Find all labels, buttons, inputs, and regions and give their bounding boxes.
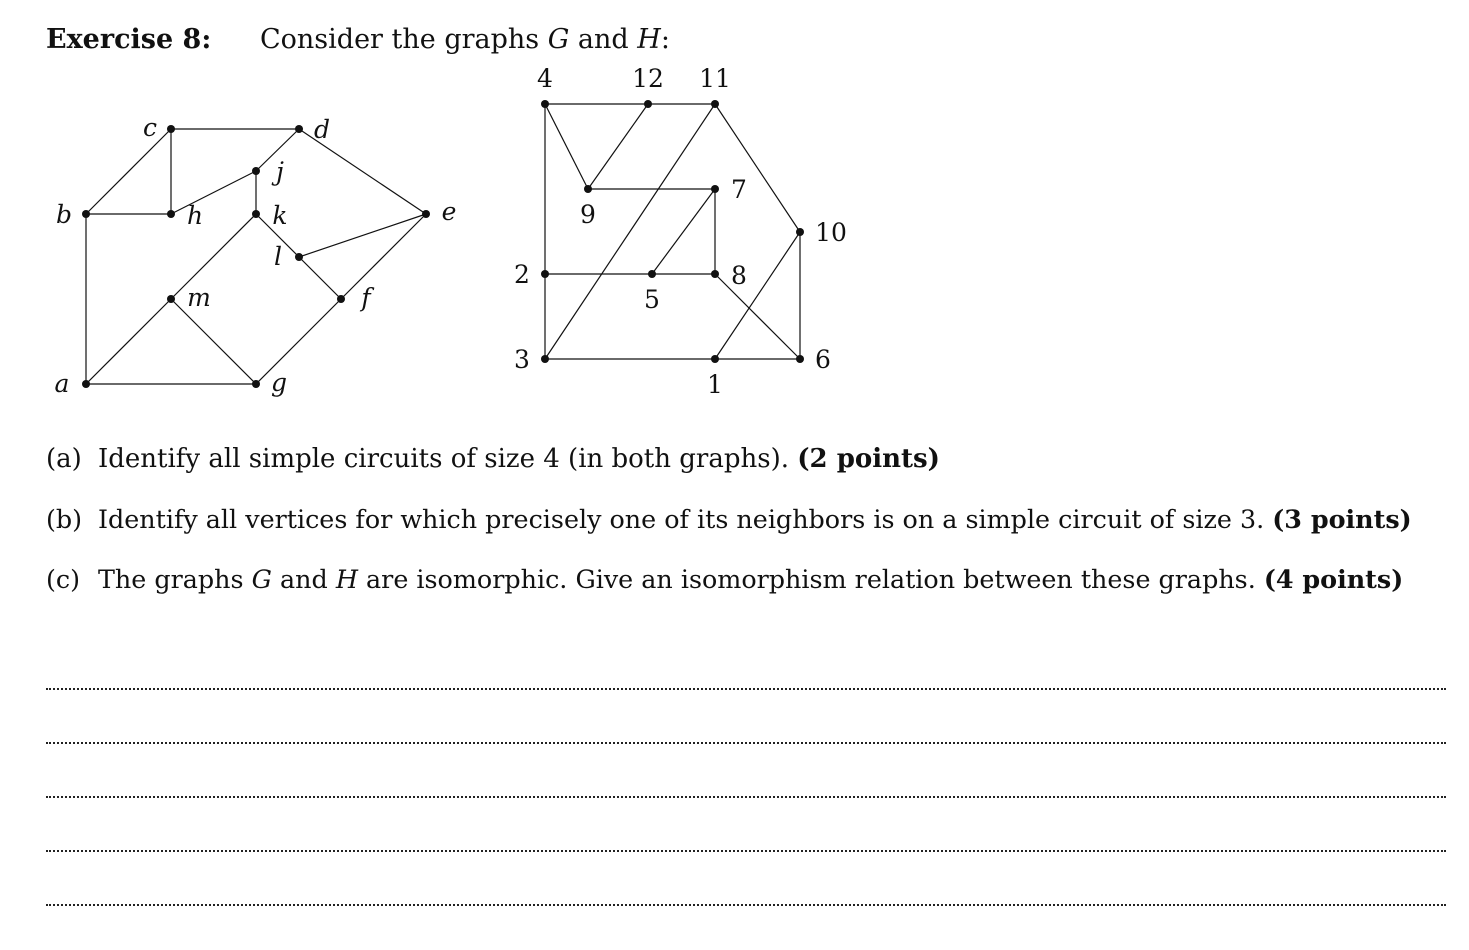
question-b-points: (3 points) [1272,504,1412,534]
graph-h-vertex-label-4: 4 [537,64,553,93]
graph-h-vertex-4 [541,100,549,108]
graph-g-vertex-g [252,380,260,388]
question-c [46,564,1403,594]
graph-h-vertex-5 [648,270,656,278]
question-c-g-symbol: G [251,564,272,594]
question-c-h-symbol: H [335,564,358,594]
answer-line[interactable] [46,796,1446,798]
graph-g-edge-e-f [341,214,426,299]
graph-h-edge-8-6 [715,274,800,359]
graph-g-vertex-label-c: c [142,113,158,142]
graph-g-vertex-h [167,210,175,218]
graphs-figure [0,0,900,420]
exercise-intro-end: : [660,24,670,55]
graph-h-edge-11-3 [545,104,715,359]
graph-h-vertex-10 [796,228,804,236]
exercise-intro-and: and [569,24,638,55]
graph-h-vertex-label-12: 12 [632,64,664,93]
graph-h-vertex-11 [711,100,719,108]
graph-g-vertex-label-k: k [272,201,288,230]
graph-h-vertex-label-5: 5 [644,285,660,314]
exercise-intro: Consider the graphs [260,24,548,55]
answer-line[interactable] [46,904,1446,906]
graph-h-vertex-label-3: 3 [514,345,530,374]
graph-h-vertex-1 [711,355,719,363]
graph-h-edge-7-5 [652,189,715,274]
graph-h-edge-1-10 [715,232,800,359]
graph-h-vertex-label-1: 1 [707,370,723,399]
graph-g-vertex-label-e: e [441,197,457,226]
answer-line[interactable] [46,688,1446,690]
graph-h-vertex-3 [541,355,549,363]
answer-line[interactable] [46,850,1446,852]
graph-g-vertex-label-h: h [186,201,204,230]
question-c-label: (c) [46,564,81,594]
graph-g-vertex-label-f: f [361,283,371,312]
graph-h-vertex-label-6: 6 [815,345,831,374]
question-a-points: (2 points) [797,444,940,474]
graph-g-edge-k-m [171,214,256,299]
question-b [46,504,1412,534]
graph-h-symbol: H [637,24,661,55]
graph-g-edge-f-g [256,299,341,384]
graph-g [55,113,457,398]
graph-h [514,64,847,399]
graph-g-vertex-label-b: b [55,200,73,229]
graph-g-symbol: G [547,24,570,55]
graph-h-edge-4-9 [545,104,588,189]
graph-h-vertex-label-8: 8 [731,261,747,290]
question-a-text: Identify all simple circuits of size 4 (in both graphs). [98,444,789,474]
graph-g-edge-h-j [171,171,256,214]
graph-h-vertex-label-7: 7 [731,175,747,204]
graph-h-vertex-label-2: 2 [514,260,530,289]
graph-g-edge-l-f [299,257,341,299]
graph-g-vertex-a [82,380,90,388]
graph-g-vertex-label-l: l [274,242,282,271]
graph-h-vertex-6 [796,355,804,363]
graph-g-vertex-label-m: m [187,283,211,312]
graph-h-vertex-9 [584,185,592,193]
graph-g-edge-l-e [299,214,426,257]
graph-g-vertex-label-a: a [54,369,70,398]
graph-h-edge-11-10 [715,104,800,232]
graph-h-vertex-12 [644,100,652,108]
graph-g-edge-m-a [86,299,171,384]
graph-g-vertex-label-g: g [270,368,288,397]
graph-g-vertex-d [295,125,303,133]
question-a [46,444,940,474]
graph-g-vertex-k [252,210,260,218]
answer-line[interactable] [46,742,1446,744]
graph-g-edge-c-b [86,129,171,214]
graph-h-vertex-8 [711,270,719,278]
question-c-text-rest: are isomorphic. Give an isomorphism relation between these graphs. [357,564,1256,594]
question-c-text-and: and [271,564,336,594]
graph-g-vertex-b [82,210,90,218]
graph-h-vertex-label-9: 9 [580,200,596,229]
graph-h-vertex-7 [711,185,719,193]
graph-g-vertex-m [167,295,175,303]
exercise-label: Exercise 8: [46,24,212,55]
question-b-text: Identify all vertices for which precisely one of its neighbors is on a simple circuit of size 3. [98,504,1265,534]
graph-g-vertex-e [422,210,430,218]
question-b-label: (b) [46,504,83,534]
graph-g-edge-m-g [171,299,256,384]
graph-h-vertex-label-11: 11 [699,64,731,93]
graph-g-vertex-label-j: j [276,157,284,186]
graph-g-vertex-label-d: d [313,115,331,144]
graph-g-vertex-c [167,125,175,133]
graph-g-vertex-f [337,295,345,303]
graph-g-vertex-j [252,167,260,175]
question-c-text: The graphs [98,564,252,594]
question-a-label: (a) [46,444,82,474]
graph-h-edge-12-9 [588,104,648,189]
graph-h-vertex-2 [541,270,549,278]
graph-h-vertex-label-10: 10 [815,218,847,247]
graph-g-vertex-l [295,253,303,261]
question-c-points: (4 points) [1263,564,1404,594]
